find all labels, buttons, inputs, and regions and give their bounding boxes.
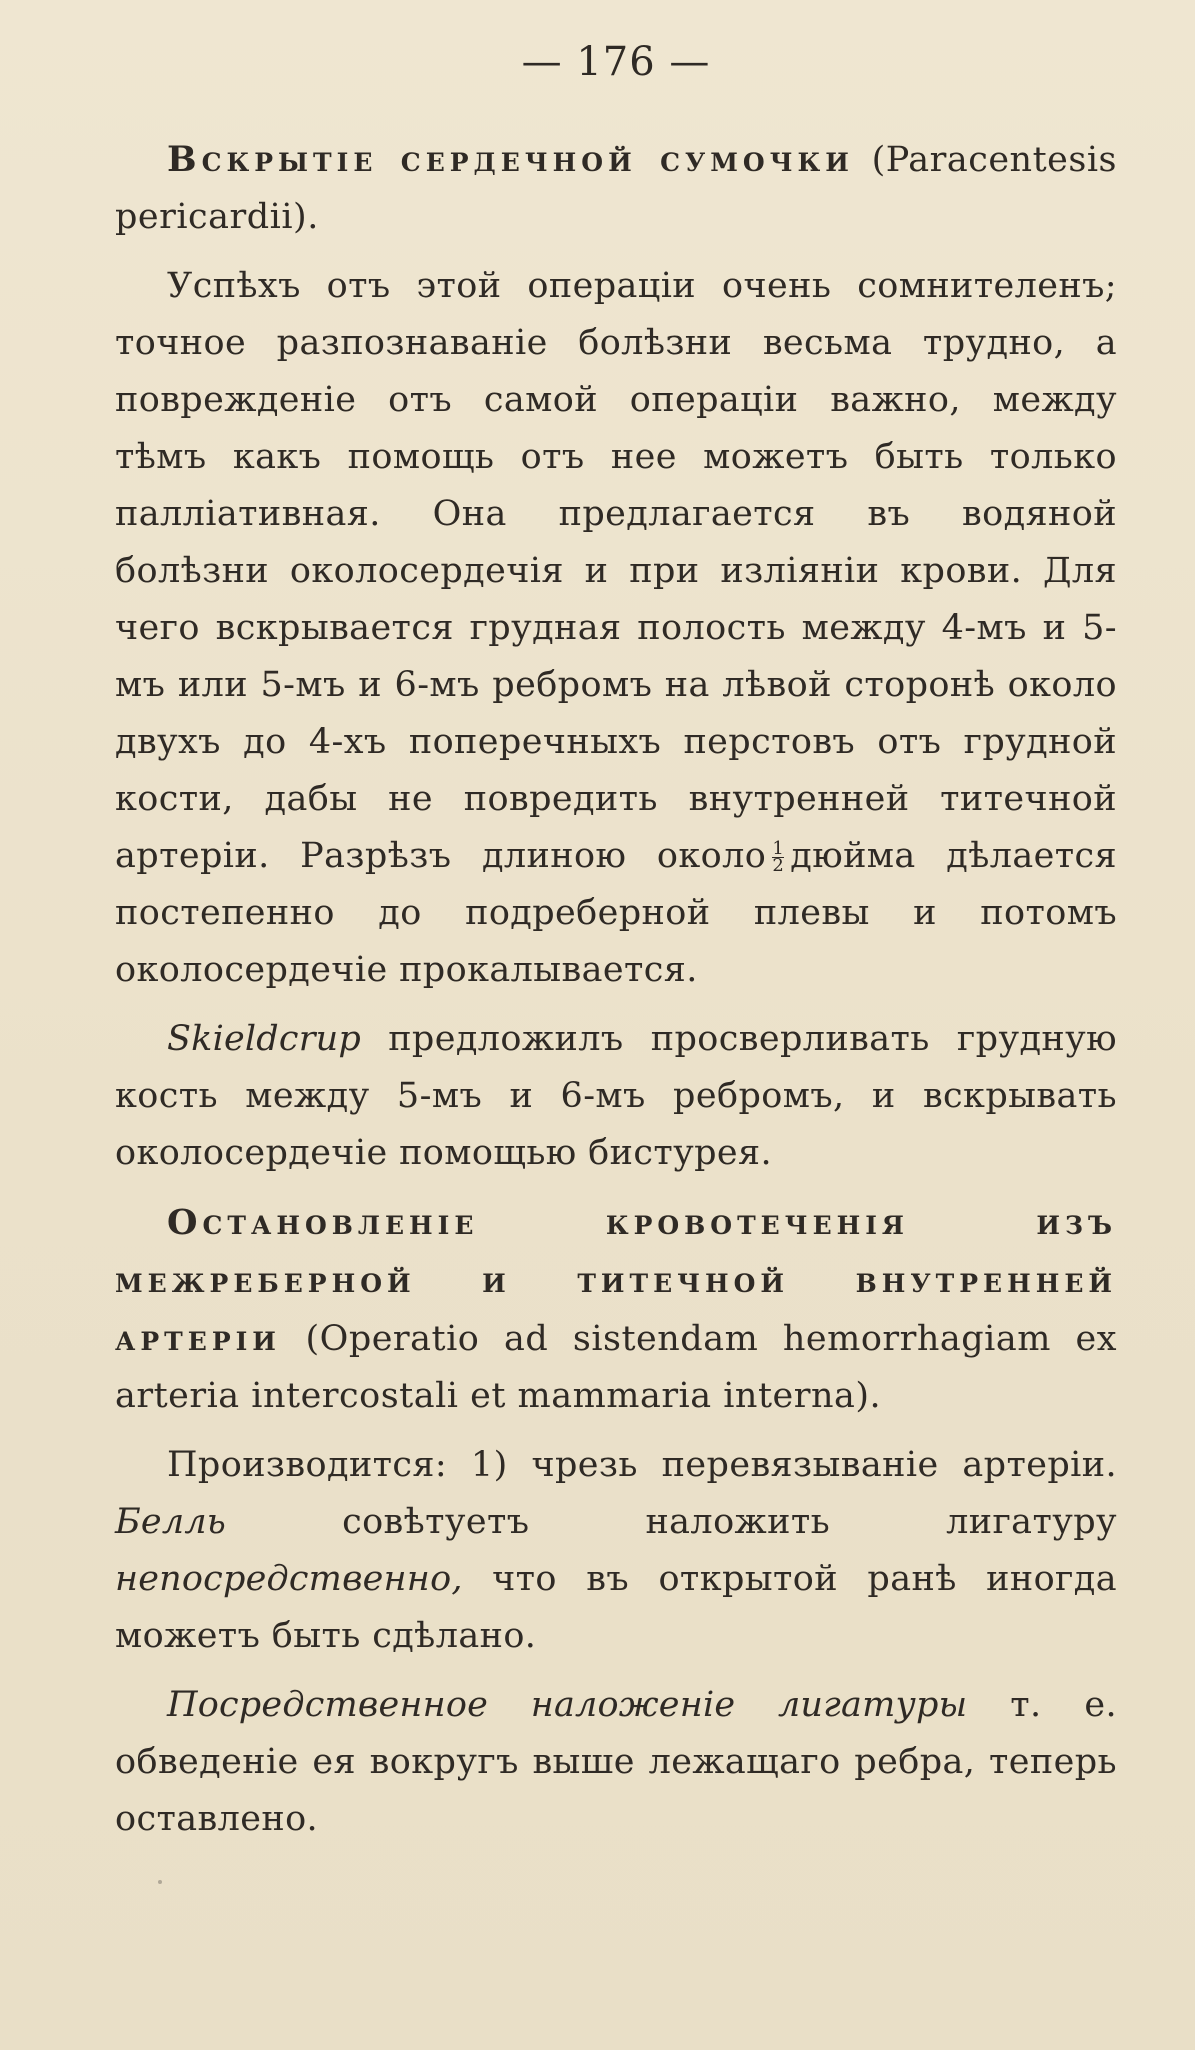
author-name-bell: Белль bbox=[115, 1502, 227, 1542]
paragraph-1-text: Успѣхъ отъ этой операціи очень сомнителенъ; точное разпознаваніе болѣзни весьма трудно, а поврежденіе отъ самой операціи важно, между тѣмъ какъ помощь отъ нее можетъ быть только палліативная. Она предлагается въ водяной болѣзни околосердечія и при изліяніи крови. Для чего вскрывается грудная полость между 4-мъ и 5-мъ или 5-мъ и 6-мъ ребромъ на лѣвой сторонѣ около двухъ до 4-хъ поперечныхъ перстовъ отъ грудной кости, дабы не повредить внутренней титечной артеріи. Разрѣзъ длиною около bbox=[115, 266, 1117, 876]
section-heading: Остановленіе кровотеченія изъ межреберной и титечной внутренней артеріи bbox=[115, 1202, 1117, 1359]
emphasis-indirect-ligature: Посредственное наложеніе лигатуры bbox=[167, 1685, 968, 1725]
ink-speck bbox=[158, 1880, 162, 1884]
emphasis-directly: непосредственно, bbox=[115, 1559, 463, 1599]
paragraph-3-end: что въ открытой ранѣ иногда можетъ быть сдѣлано. bbox=[115, 1559, 1117, 1656]
paragraph-2-text: предложилъ просверливать грудную кость между 5-мъ и 6-мъ ребромъ, и вскрывать околосердечіе помощью бистурея. bbox=[115, 1019, 1118, 1173]
paragraph-4-text: т. е. обведеніе ея вокругъ выше лежащаго ребра, теперь оставлено. bbox=[115, 1685, 1117, 1839]
paragraph-1-end: дюйма дѣлается постепенно до подреберной плевы и потомъ околосердечіе прокалывается. bbox=[115, 836, 1117, 990]
paragraph-3 bbox=[115, 1437, 1117, 1665]
page-content bbox=[115, 131, 1117, 1848]
fraction-one-half bbox=[772, 838, 785, 876]
section-latin-title: (Operatio ad sistendam hemorrhagiam ex arteria intercostali et mammaria interna). bbox=[115, 1319, 1117, 1416]
paragraph-3-mid: совѣтуетъ наложить лигатуру bbox=[342, 1502, 1117, 1542]
page-number: — 176 — bbox=[521, 39, 711, 85]
section-latin-title: (Paracentesis pericardii). bbox=[115, 140, 1117, 237]
paragraph-1 bbox=[115, 258, 1117, 999]
paragraph-2 bbox=[115, 1011, 1117, 1182]
fraction-denominator: 2 bbox=[772, 855, 785, 876]
section-heading: Вскрытіе сердечной сумочки bbox=[167, 139, 854, 180]
paragraph-3-start: Производится: 1) чрезь перевязываніе артеріи. bbox=[167, 1445, 1117, 1485]
author-name-skieldcrup: Skieldcrup bbox=[167, 1019, 361, 1059]
fraction-numerator: 1 bbox=[772, 838, 785, 859]
section-paracentesis-title bbox=[115, 131, 1117, 246]
paragraph-4 bbox=[115, 1677, 1117, 1848]
section-hemorrhage-title bbox=[115, 1194, 1117, 1425]
